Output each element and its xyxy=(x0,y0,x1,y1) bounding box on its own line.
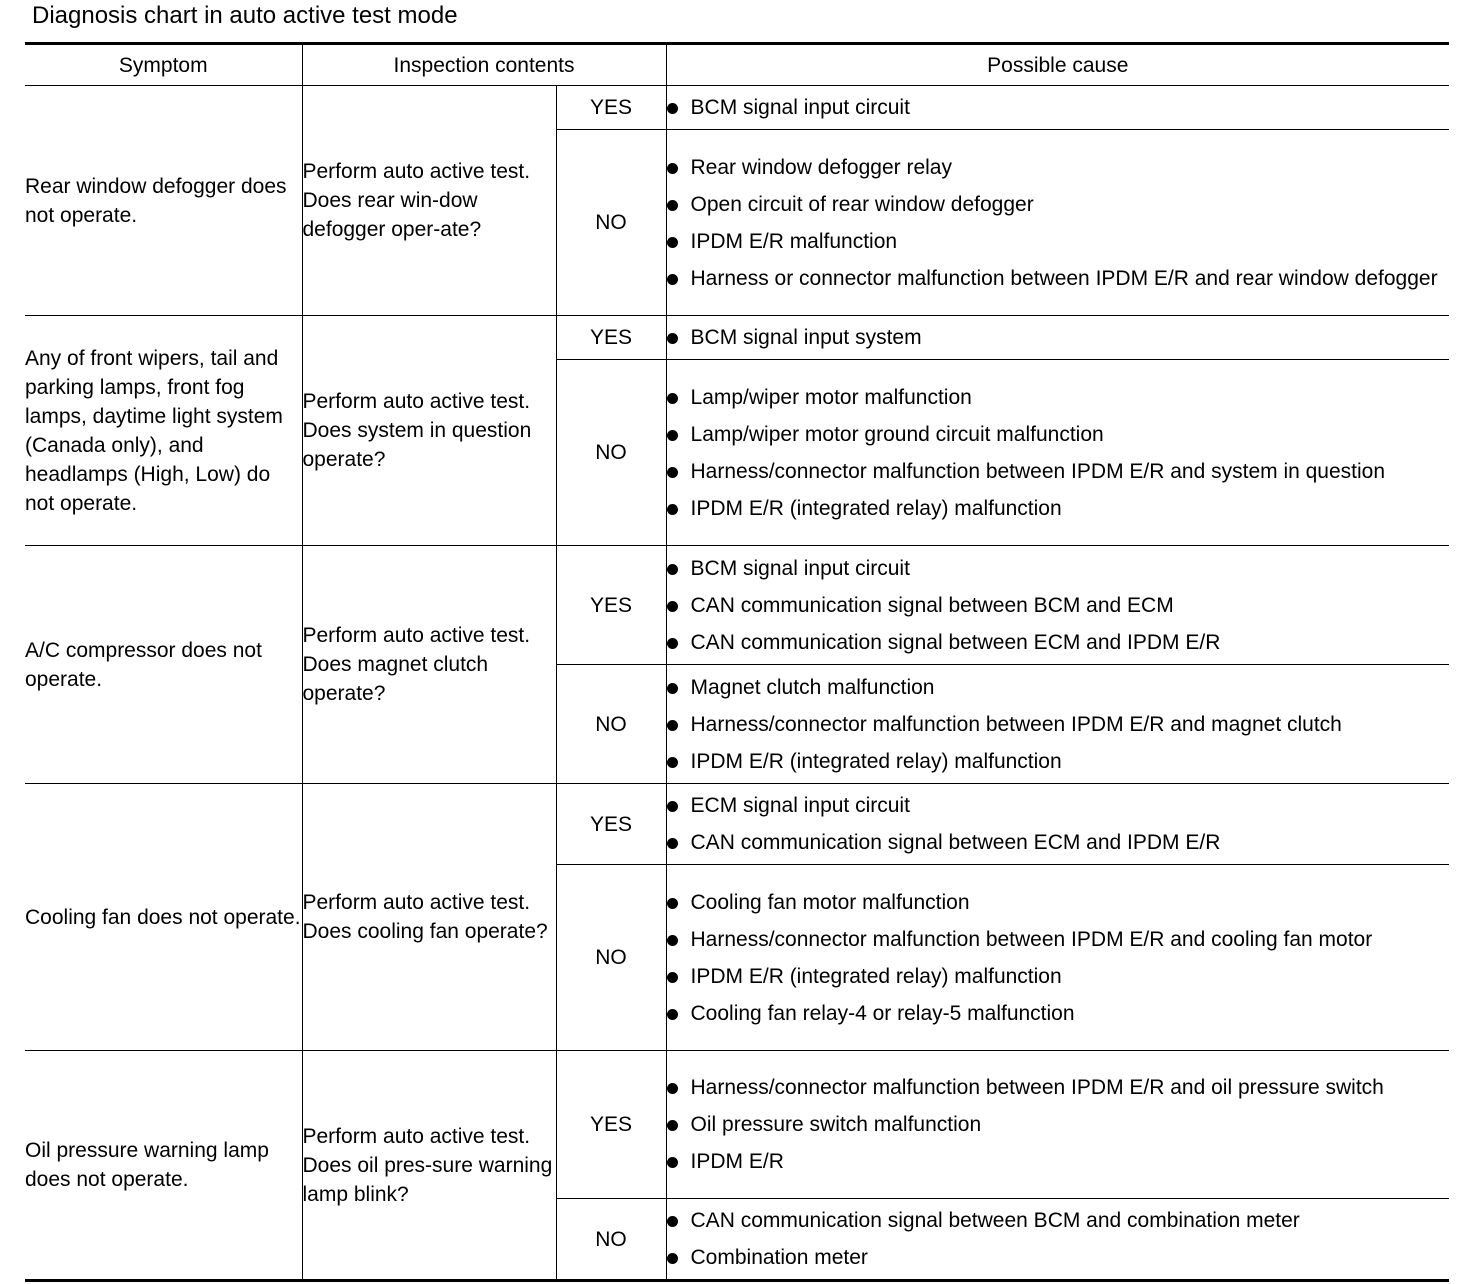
cause-text: BCM signal input system xyxy=(690,326,922,349)
header-inspection: Inspection contents xyxy=(302,44,666,86)
yes-cause-list xyxy=(667,93,1450,122)
table-row xyxy=(25,1051,1449,1199)
no-causes-cell xyxy=(666,865,1449,1051)
bullet-dot-icon xyxy=(667,638,678,649)
no-causes-cell xyxy=(666,1199,1449,1281)
cause-item xyxy=(667,628,1450,657)
no-cause-list xyxy=(667,888,1450,1028)
bullet-dot-icon xyxy=(667,601,678,612)
bullet-dot-icon xyxy=(667,1253,678,1264)
cause-item xyxy=(667,494,1450,523)
table-row xyxy=(25,546,1449,665)
cause-text: Cooling fan relay-4 or relay-5 malfunction xyxy=(690,1001,1075,1025)
yes-causes-cell xyxy=(666,546,1449,665)
cause-text: Lamp/wiper motor ground circuit malfunction xyxy=(690,422,1104,446)
cause-item xyxy=(667,227,1450,256)
header-symptom: Symptom xyxy=(25,44,302,86)
yes-cause-list xyxy=(667,323,1450,352)
cause-text: Cooling fan motor malfunction xyxy=(690,890,970,914)
answer-yes: YES xyxy=(556,1051,666,1199)
cause-text: IPDM E/R (integrated relay) malfunction xyxy=(690,964,1062,988)
inspection-cell: Perform auto active test. Does oil pres-sure warning lamp blink? xyxy=(302,1051,556,1281)
bullet-dot-icon xyxy=(667,757,678,768)
cause-text: Combination meter xyxy=(690,1246,868,1269)
bullet-dot-icon xyxy=(667,720,678,731)
bullet-dot-icon xyxy=(667,467,678,478)
cause-text: CAN communication signal between BCM and combination meter xyxy=(690,1209,1300,1232)
cause-text: Open circuit of rear window defogger xyxy=(690,192,1034,216)
cause-item xyxy=(667,190,1450,219)
inspection-cell: Perform auto active test. Does cooling fan operate? xyxy=(302,784,556,1051)
header-possible-cause: Possible cause xyxy=(666,44,1449,86)
bullet-dot-icon xyxy=(667,898,678,909)
diagnosis-table xyxy=(25,42,1449,1282)
answer-yes: YES xyxy=(556,316,666,360)
cause-text: Lamp/wiper motor malfunction xyxy=(690,385,972,409)
cause-text: Oil pressure switch malfunction xyxy=(690,1113,982,1136)
cause-text: IPDM E/R (integrated relay) malfunction xyxy=(690,496,1062,520)
cause-text: BCM signal input circuit xyxy=(690,96,910,119)
cause-text: Rear window defogger relay xyxy=(690,155,952,179)
yes-cause-list xyxy=(667,554,1450,657)
cause-item xyxy=(667,591,1450,620)
bullet-dot-icon xyxy=(667,333,678,344)
symptom-cell: Any of front wipers, tail and parking lamps, front fog lamps, daytime light system (Canada only), and headlamps (High, Low) do not operate. xyxy=(25,316,302,546)
yes-causes-cell xyxy=(666,316,1449,360)
cause-item xyxy=(667,1147,1450,1176)
answer-yes: YES xyxy=(556,86,666,130)
cause-text: Harness or connector malfunction between IPDM E/R and rear window defogger xyxy=(690,266,1438,290)
cause-item xyxy=(667,153,1450,182)
bullet-dot-icon xyxy=(667,801,678,812)
cause-text: CAN communication signal between BCM and ECM xyxy=(690,593,1174,617)
no-causes-cell xyxy=(666,665,1449,784)
cause-text: ECM signal input circuit xyxy=(690,794,910,817)
cause-item xyxy=(667,1073,1450,1102)
bullet-dot-icon xyxy=(667,237,678,248)
answer-no: NO xyxy=(556,665,666,784)
table-row xyxy=(25,86,1449,130)
answer-no: NO xyxy=(556,130,666,316)
bullet-dot-icon xyxy=(667,1157,678,1168)
yes-cause-list xyxy=(667,1073,1450,1176)
page-title: Diagnosis chart in auto active test mode xyxy=(32,2,458,29)
cause-item xyxy=(667,962,1450,991)
no-causes-cell xyxy=(666,360,1449,546)
bullet-dot-icon xyxy=(667,200,678,211)
symptom-cell: A/C compressor does not operate. xyxy=(25,546,302,784)
bullet-dot-icon xyxy=(667,1009,678,1020)
cause-item xyxy=(667,457,1450,486)
bullet-dot-icon xyxy=(667,393,678,404)
cause-text: Harness/connector malfunction between IPDM E/R and magnet clutch xyxy=(690,712,1342,736)
bullet-dot-icon xyxy=(667,504,678,515)
inspection-cell: Perform auto active test. Does rear win-dow defogger oper-ate? xyxy=(302,86,556,316)
cause-item xyxy=(667,1206,1450,1235)
answer-no: NO xyxy=(556,865,666,1051)
table-row xyxy=(25,316,1449,360)
cause-item xyxy=(667,710,1450,739)
cause-text: CAN communication signal between ECM and IPDM E/R xyxy=(690,630,1221,654)
cause-item xyxy=(667,93,1450,122)
yes-causes-cell xyxy=(666,86,1449,130)
bullet-dot-icon xyxy=(667,274,678,285)
no-cause-list xyxy=(667,673,1450,776)
inspection-cell: Perform auto active test. Does magnet clutch operate? xyxy=(302,546,556,784)
cause-item xyxy=(667,673,1450,702)
header-row xyxy=(25,44,1449,86)
cause-text: Magnet clutch malfunction xyxy=(690,675,935,699)
bullet-dot-icon xyxy=(667,564,678,575)
bullet-dot-icon xyxy=(667,163,678,174)
symptom-cell: Rear window defogger does not operate. xyxy=(25,86,302,316)
cause-text: IPDM E/R xyxy=(690,1150,784,1173)
no-causes-cell xyxy=(666,130,1449,316)
no-cause-list xyxy=(667,153,1450,293)
symptom-cell: Cooling fan does not operate. xyxy=(25,784,302,1051)
cause-text: Harness/connector malfunction between IPDM E/R and oil pressure switch xyxy=(690,1076,1384,1099)
bullet-dot-icon xyxy=(667,683,678,694)
answer-yes: YES xyxy=(556,784,666,865)
yes-causes-cell xyxy=(666,1051,1449,1199)
cause-text: IPDM E/R (integrated relay) malfunction xyxy=(690,749,1062,773)
bullet-dot-icon xyxy=(667,103,678,114)
cause-item xyxy=(667,383,1450,412)
cause-item xyxy=(667,1110,1450,1139)
cause-item xyxy=(667,791,1450,820)
inspection-cell: Perform auto active test. Does system in question operate? xyxy=(302,316,556,546)
answer-yes: YES xyxy=(556,546,666,665)
table-row xyxy=(25,784,1449,865)
bullet-dot-icon xyxy=(667,838,678,849)
no-cause-list xyxy=(667,1206,1450,1272)
bullet-dot-icon xyxy=(667,935,678,946)
cause-item xyxy=(667,828,1450,857)
yes-causes-cell xyxy=(666,784,1449,865)
cause-text: IPDM E/R malfunction xyxy=(690,229,898,253)
cause-text: BCM signal input circuit xyxy=(690,556,910,580)
bullet-dot-icon xyxy=(667,1083,678,1094)
bullet-dot-icon xyxy=(667,972,678,983)
cause-item xyxy=(667,264,1450,293)
cause-item xyxy=(667,554,1450,583)
bullet-dot-icon xyxy=(667,1120,678,1131)
cause-item xyxy=(667,999,1450,1028)
cause-text: Harness/connector malfunction between IPDM E/R and cooling fan motor xyxy=(690,927,1373,951)
cause-item xyxy=(667,420,1450,449)
cause-item xyxy=(667,925,1450,954)
cause-item xyxy=(667,747,1450,776)
cause-item xyxy=(667,1243,1450,1272)
no-cause-list xyxy=(667,383,1450,523)
cause-text: Harness/connector malfunction between IPDM E/R and system in question xyxy=(690,459,1386,483)
yes-cause-list xyxy=(667,791,1450,857)
cause-item xyxy=(667,323,1450,352)
answer-no: NO xyxy=(556,1199,666,1281)
cause-item xyxy=(667,888,1450,917)
bullet-dot-icon xyxy=(667,1216,678,1227)
bullet-dot-icon xyxy=(667,430,678,441)
answer-no: NO xyxy=(556,360,666,546)
cause-text: CAN communication signal between ECM and IPDM E/R xyxy=(690,831,1221,854)
symptom-cell: Oil pressure warning lamp does not operate. xyxy=(25,1051,302,1281)
